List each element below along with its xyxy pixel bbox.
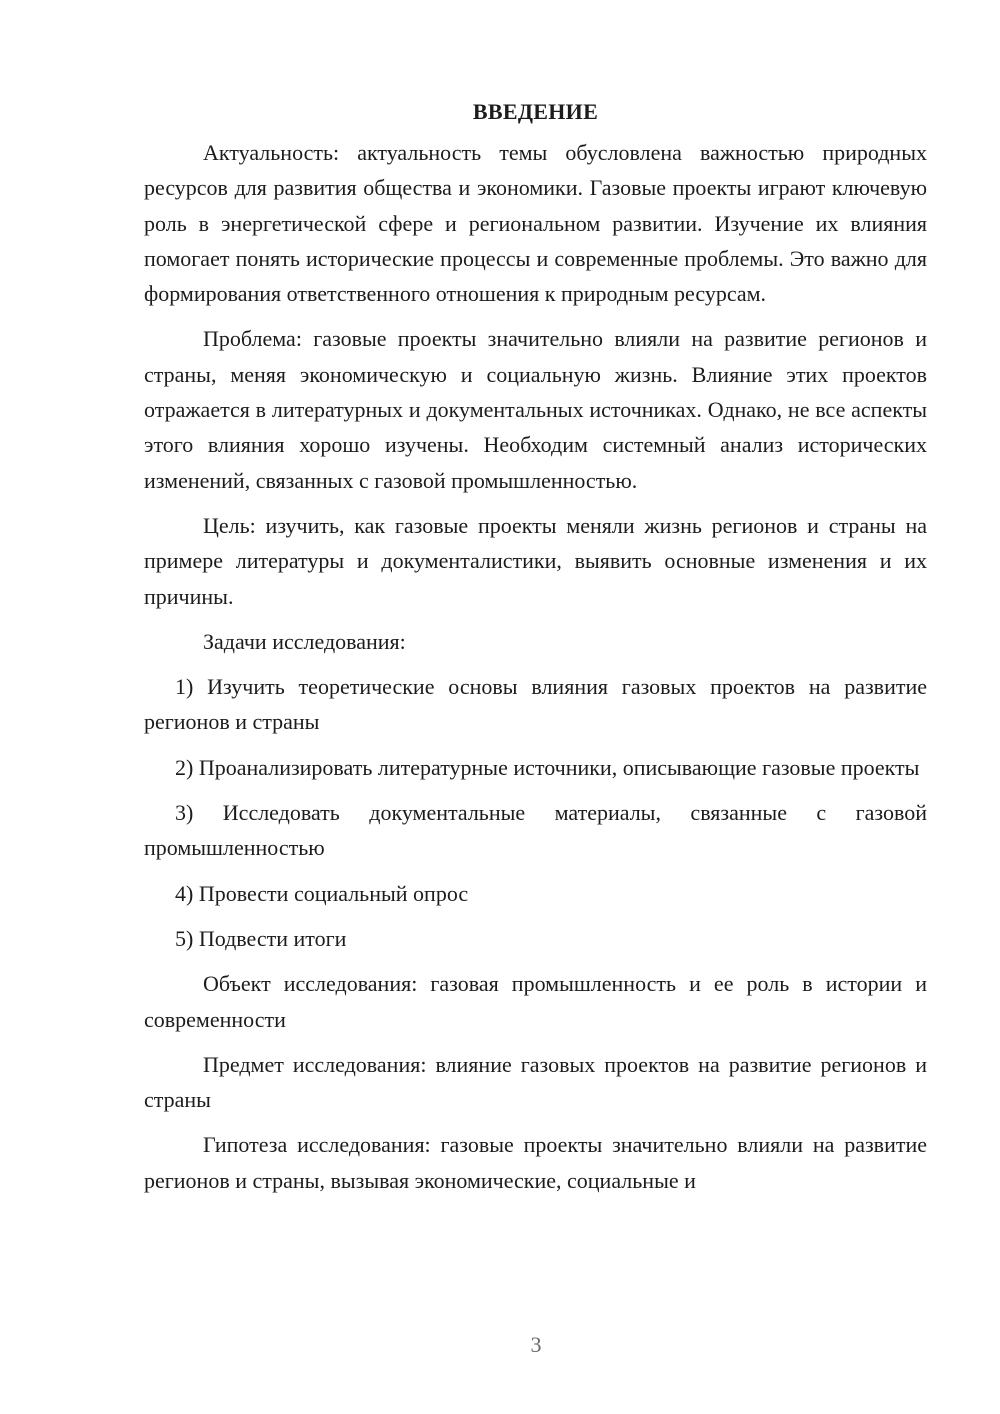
- task-item-1: 1) Изучить теоретические основы влияния газовых проектов на развитие регионов и страны: [144, 674, 927, 735]
- page-number: 3: [530, 1332, 542, 1357]
- task-item-4: 4) Провести социальный опрос: [175, 880, 469, 906]
- page-title: ВВЕДЕНИЕ: [472, 99, 599, 124]
- paragraph-relevance: Актуальность: актуальность темы обусловлена важностью природных ресурсов для развития общества и экономики. Газовые проекты играют ключевую роль в энергетической сфере и региональном развитии. Изучение их влияния помогает понять исторические процессы и современные проблемы. Это важно для формирования ответственного отношения к природным ресурсам.: [144, 140, 927, 307]
- paragraph-object: Объект исследования: газовая промышленность и ее роль в истории и современности: [144, 971, 927, 1032]
- tasks-heading: Задачи исследования:: [203, 628, 406, 654]
- task-item-3: 3) Исследовать документальные материалы, связанные с газовой промышленностью: [144, 800, 927, 861]
- paragraph-problem: Проблема: газовые проекты значительно влияли на развитие регионов и страны, меняя экономическую и социальную жизнь. Влияние этих проектов отражается в литературных и документальных источниках. Однако, не все аспекты этого влияния хорошо изучены. Необходим системный анализ исторических изменений, связанных с газовой промышленностью.: [144, 326, 927, 493]
- paragraph-hypothesis: Гипотеза исследования: газовые проекты значительно влияли на развитие регионов и страны, вызывая экономические, социальные и: [144, 1132, 927, 1193]
- task-item-5: 5) Подвести итоги: [175, 925, 347, 951]
- paragraph-subject: Предмет исследования: влияние газовых проектов на развитие регионов и страны: [144, 1051, 927, 1113]
- document-page: [144, 94, 927, 1208]
- task-item-2: 2) Проанализировать литературные источники, описывающие газовые проекты: [175, 754, 920, 780]
- paragraph-goal: Цель: изучить, как газовые проекты меняли жизнь регионов и страны на примере литературы и документалистики, выявить основные изменения и их причины.: [144, 512, 927, 609]
